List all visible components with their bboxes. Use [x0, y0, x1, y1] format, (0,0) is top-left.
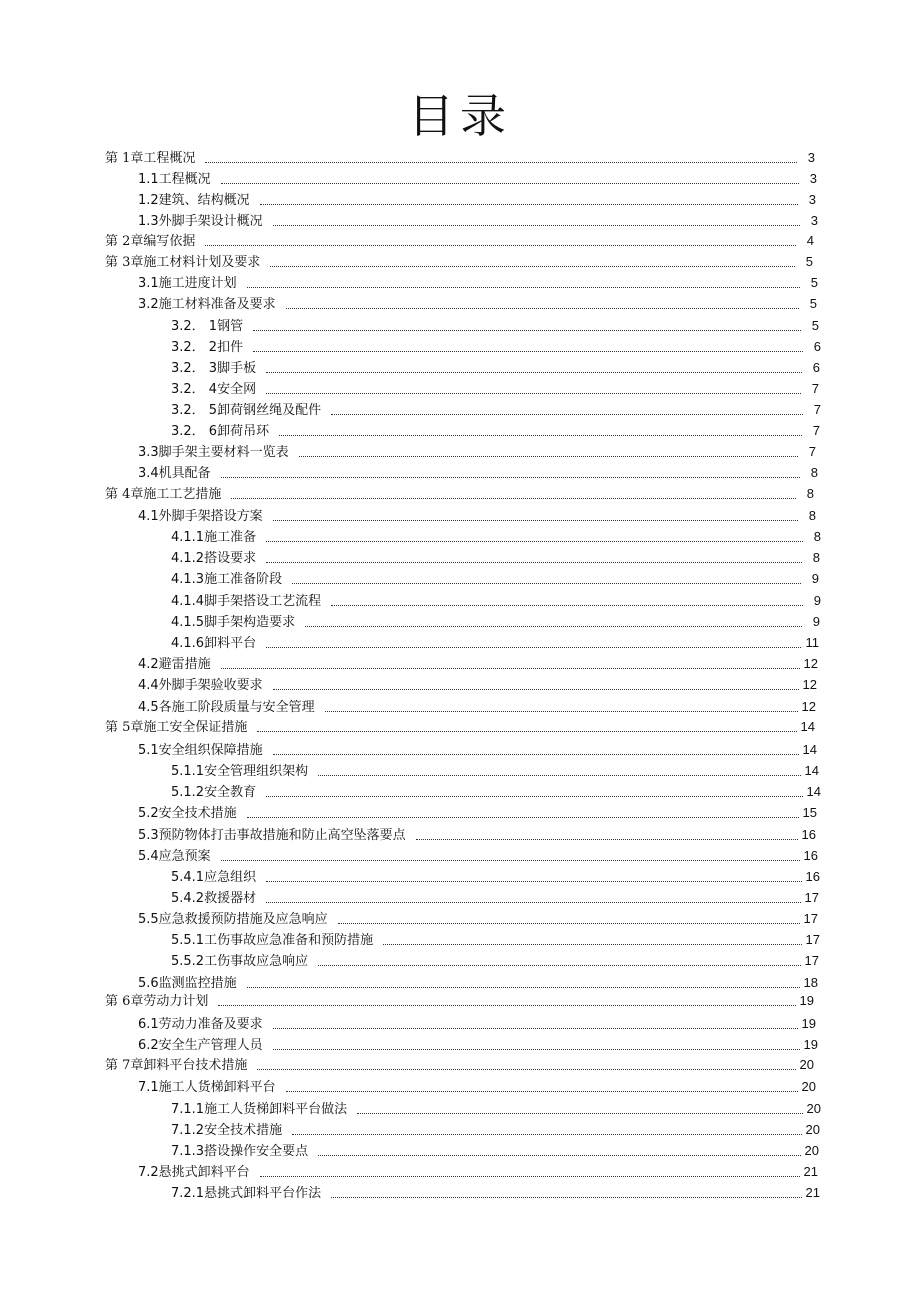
dot-leader	[383, 943, 801, 945]
toc-entry[interactable]	[138, 826, 816, 844]
toc-entry-page-number: 6	[812, 360, 820, 375]
dot-leader	[325, 710, 798, 712]
dot-leader	[221, 476, 800, 478]
toc-entry[interactable]	[171, 570, 819, 588]
dot-leader	[305, 625, 802, 627]
toc-entry-label: 4.1.1施工准备	[171, 530, 257, 545]
toc-entry[interactable]	[171, 634, 819, 652]
dot-leader	[331, 413, 803, 415]
toc-entry[interactable]	[171, 549, 820, 567]
toc-entry-label: 第 4章施工工艺措施	[105, 487, 222, 502]
dot-leader	[266, 795, 802, 797]
toc-entry-label: 5.5.1工伤事故应急准备和预防措施	[171, 933, 374, 948]
toc-entry[interactable]	[105, 149, 815, 167]
toc-entry-page-number: 4	[806, 233, 814, 248]
toc-entry-page-number: 20	[801, 1079, 816, 1094]
toc-entry-label: 5.3预防物体打击事故措施和防止高空坠落要点	[138, 828, 406, 843]
toc-entry-label: 7.2.1悬挑式卸料平台作法	[171, 1186, 322, 1201]
toc-entry-page-number: 8	[808, 508, 816, 523]
dot-leader	[331, 1196, 801, 1198]
toc-entry[interactable]	[138, 698, 816, 716]
toc-entry-label: 6.1劳动力准备及要求	[138, 1017, 263, 1032]
toc-entry[interactable]	[138, 170, 817, 188]
toc-entry[interactable]	[105, 1056, 814, 1074]
toc-entry[interactable]	[105, 718, 815, 736]
dot-leader	[318, 774, 800, 776]
toc-entry[interactable]	[171, 401, 821, 419]
dot-leader	[299, 455, 798, 457]
toc-entry-page-number: 5	[809, 296, 817, 311]
dot-leader	[286, 1090, 798, 1092]
toc-entry-page-number: 9	[811, 571, 819, 586]
toc-entry-label: 7.2悬挑式卸料平台	[138, 1165, 250, 1180]
toc-entry[interactable]	[138, 1015, 816, 1033]
toc-entry-page-number: 15	[802, 805, 817, 820]
toc-entry-label: 4.2避雷措施	[138, 657, 211, 672]
dot-leader	[273, 519, 798, 521]
toc-entry[interactable]	[138, 847, 818, 865]
dot-leader	[292, 582, 801, 584]
toc-entry-page-number: 17	[803, 911, 818, 926]
dot-leader	[221, 859, 800, 861]
toc-entry[interactable]	[138, 212, 818, 230]
dot-leader	[318, 1154, 800, 1156]
toc-entry-label: 3.3脚手架主要材料一览表	[138, 445, 289, 460]
dot-leader	[338, 922, 800, 924]
toc-entry-label: 7.1.2安全技术措施	[171, 1123, 283, 1138]
toc-entry-page-number: 16	[801, 827, 816, 842]
toc-entry-page-number: 5	[811, 318, 819, 333]
dot-leader	[253, 329, 801, 331]
toc-entry[interactable]	[171, 889, 819, 907]
toc-entry-label: 5.5应急救援预防措施及应急响应	[138, 912, 328, 927]
toc-entry-page-number: 14	[806, 784, 821, 799]
toc-entry[interactable]	[138, 1036, 818, 1054]
dot-leader	[221, 182, 799, 184]
toc-entry-label: 7.1施工人货梯卸料平台	[138, 1080, 276, 1095]
toc-entry-page-number: 17	[804, 890, 819, 905]
toc-entry[interactable]	[171, 613, 820, 631]
dot-leader	[253, 350, 803, 352]
dot-leader	[318, 964, 800, 966]
dot-leader	[266, 561, 802, 563]
dot-leader	[266, 392, 801, 394]
toc-entry-page-number: 3	[808, 192, 816, 207]
toc-entry-label: 4.1.2搭设要求	[171, 551, 257, 566]
dot-leader	[257, 730, 796, 732]
toc-entry[interactable]	[171, 1184, 820, 1202]
toc-entry-page-number: 17	[804, 953, 819, 968]
toc-entry-label: 4.1.3施工准备阶段	[171, 572, 283, 587]
toc-entry[interactable]	[171, 317, 819, 335]
toc-entry[interactable]	[171, 528, 821, 546]
dot-leader	[266, 540, 803, 542]
toc-entry-label: 3.1施工进度计划	[138, 276, 237, 291]
toc-entry[interactable]	[138, 191, 816, 209]
toc-entry[interactable]	[171, 762, 819, 780]
toc-entry[interactable]	[105, 253, 813, 271]
toc-entry-page-number: 5	[810, 275, 818, 290]
dot-leader	[266, 880, 801, 882]
toc-entry-page-number: 20	[805, 1122, 820, 1137]
dot-leader	[266, 901, 800, 903]
toc-entry-page-number: 8	[813, 529, 821, 544]
toc-entry-label: 6.2安全生产管理人员	[138, 1038, 263, 1053]
dot-leader	[231, 497, 796, 499]
toc-entry-label: 4.4外脚手架验收要求	[138, 678, 263, 693]
toc-entry-page-number: 9	[813, 593, 821, 608]
toc-entry[interactable]	[105, 485, 814, 503]
toc-entry[interactable]	[138, 676, 817, 694]
toc-entry-page-number: 6	[813, 339, 821, 354]
toc-entry[interactable]	[171, 931, 820, 949]
toc-entry[interactable]	[138, 274, 818, 292]
toc-entry-page-number: 14	[802, 742, 817, 757]
toc-entry-label: 3.2． 1钢管	[171, 319, 244, 334]
toc-entry-page-number: 7	[811, 381, 819, 396]
toc-entry-page-number: 19	[803, 1037, 818, 1052]
toc-entry[interactable]	[138, 910, 818, 928]
toc-entry-label: 第 5章施工安全保证措施	[105, 720, 248, 735]
toc-entry[interactable]	[138, 464, 818, 482]
toc-entry[interactable]	[138, 804, 817, 822]
toc-entry-label: 3.2． 5卸荷钢丝绳及配件	[171, 403, 322, 418]
toc-entry-page-number: 7	[812, 423, 820, 438]
toc-entry[interactable]	[171, 1121, 820, 1139]
toc-entry[interactable]	[171, 783, 821, 801]
toc-entry-label: 5.6监测监控措施	[138, 976, 237, 991]
toc-entry-page-number: 7	[813, 402, 821, 417]
toc-entry-page-number: 18	[803, 975, 818, 990]
toc-entry-page-number: 19	[799, 993, 814, 1008]
toc-entry[interactable]	[171, 359, 820, 377]
toc-entry-page-number: 21	[803, 1164, 818, 1179]
dot-leader	[273, 1048, 800, 1050]
toc-entry-label: 1.2建筑、结构概况	[138, 193, 250, 208]
toc-entry-label: 5.5.2工伤事故应急响应	[171, 954, 309, 969]
toc-entry-label: 4.1.6卸料平台	[171, 636, 257, 651]
toc-entry-label: 4.1.4脚手架搭设工艺流程	[171, 594, 322, 609]
dot-leader	[416, 838, 798, 840]
dot-leader	[205, 244, 796, 246]
toc-entry-page-number: 3	[810, 213, 818, 228]
toc-entry[interactable]	[138, 507, 816, 525]
toc-entry-page-number: 5	[805, 254, 813, 269]
toc-entry-label: 5.1安全组织保障措施	[138, 743, 263, 758]
toc-entry-label: 第 2章编写依据	[105, 234, 196, 249]
toc-entry-page-number: 20	[806, 1101, 821, 1116]
toc-entry[interactable]	[138, 655, 818, 673]
toc-entry[interactable]	[138, 295, 817, 313]
toc-title: 目录	[408, 89, 512, 143]
dot-leader	[331, 604, 803, 606]
toc-entry-label: 5.4.2救援器材	[171, 891, 257, 906]
toc-entry[interactable]	[138, 1078, 816, 1096]
toc-entry-label: 5.1.1安全管理组织架构	[171, 764, 309, 779]
toc-entry[interactable]	[171, 380, 819, 398]
dot-leader	[247, 286, 800, 288]
toc-entry-page-number: 3	[807, 150, 815, 165]
dot-leader	[273, 688, 799, 690]
dot-leader	[266, 371, 802, 373]
toc-entry-label: 1.1工程概况	[138, 172, 211, 187]
toc-entry[interactable]	[171, 952, 819, 970]
toc-entry-page-number: 14	[804, 763, 819, 778]
dot-leader	[205, 161, 797, 163]
toc-entry[interactable]	[171, 338, 821, 356]
toc-entry-page-number: 12	[802, 677, 817, 692]
toc-entry-label: 第 3章施工材料计划及要求	[105, 255, 261, 270]
toc-entry-page-number: 17	[805, 932, 820, 947]
toc-entry-page-number: 14	[800, 719, 815, 734]
toc-entry-page-number: 3	[809, 171, 817, 186]
toc-entry[interactable]	[171, 422, 820, 440]
toc-entry-page-number: 9	[812, 614, 820, 629]
toc-entry-label: 4.1外脚手架搭设方案	[138, 509, 263, 524]
toc-entry[interactable]	[171, 1100, 821, 1118]
toc-entry-label: 7.1.3搭设操作安全要点	[171, 1144, 309, 1159]
dot-leader	[266, 646, 801, 648]
dot-leader	[247, 986, 800, 988]
toc-entry-label: 4.5各施工阶段质量与安全管理	[138, 700, 315, 715]
toc-entry-label: 5.1.2安全教育	[171, 785, 257, 800]
dot-leader	[247, 816, 799, 818]
toc-entry[interactable]	[171, 868, 820, 886]
dot-leader	[273, 224, 800, 226]
toc-entry-page-number: 11	[805, 635, 819, 650]
dot-leader	[357, 1112, 802, 1114]
toc-entry-label: 3.2． 2扣件	[171, 340, 244, 355]
toc-entry-label: 5.4应急预案	[138, 849, 211, 864]
toc-entry-page-number: 8	[812, 550, 820, 565]
dot-leader	[218, 1004, 795, 1006]
toc-entry-page-number: 20	[804, 1143, 819, 1158]
dot-leader	[273, 1027, 798, 1029]
toc-entry-label: 3.4机具配备	[138, 466, 211, 481]
toc-entry-label: 第 1章工程概况	[105, 151, 196, 166]
toc-entry-page-number: 19	[801, 1016, 816, 1031]
toc-entry-page-number: 21	[805, 1185, 820, 1200]
toc-entry[interactable]	[105, 992, 814, 1010]
toc-entry-label: 3.2． 3脚手板	[171, 361, 257, 376]
toc-entry-page-number: 12	[803, 656, 818, 671]
toc-entry-page-number: 20	[799, 1057, 814, 1072]
dot-leader	[273, 753, 799, 755]
toc-entry[interactable]	[105, 232, 814, 250]
toc-entry-page-number: 7	[808, 444, 816, 459]
toc-entry-label: 3.2施工材料准备及要求	[138, 297, 276, 312]
toc-entry-label: 4.1.5脚手架构造要求	[171, 615, 296, 630]
toc-entry-label: 第 6章劳动力计划	[105, 994, 209, 1009]
toc-entry[interactable]	[171, 1142, 819, 1160]
toc-entry-label: 第 7章卸料平台技术措施	[105, 1058, 248, 1073]
dot-leader	[260, 203, 798, 205]
toc-entry[interactable]	[138, 741, 817, 759]
dot-leader	[286, 307, 799, 309]
toc-entry-label: 3.2． 4安全网	[171, 382, 257, 397]
toc-entry-page-number: 8	[810, 465, 818, 480]
toc-entry-page-number: 8	[806, 486, 814, 501]
toc-entry-label: 3.2． 6卸荷吊环	[171, 424, 270, 439]
toc-entry-page-number: 12	[801, 699, 816, 714]
dot-leader	[221, 667, 800, 669]
dot-leader	[279, 434, 802, 436]
toc-entry-label: 5.4.1应急组织	[171, 870, 257, 885]
toc-entry[interactable]	[138, 1163, 818, 1181]
toc-entry-page-number: 16	[803, 848, 818, 863]
toc-entry-label: 5.2安全技术措施	[138, 806, 237, 821]
toc-entry[interactable]	[138, 443, 816, 461]
toc-entry[interactable]	[171, 592, 821, 610]
toc-entry-label: 1.3外脚手架设计概况	[138, 214, 263, 229]
dot-leader	[292, 1133, 801, 1135]
dot-leader	[270, 265, 795, 267]
toc-entry[interactable]	[138, 974, 818, 992]
toc-entry-page-number: 16	[805, 869, 820, 884]
toc-entry-label: 7.1.1施工人货梯卸料平台做法	[171, 1102, 348, 1117]
dot-leader	[260, 1175, 800, 1177]
dot-leader	[257, 1068, 795, 1070]
